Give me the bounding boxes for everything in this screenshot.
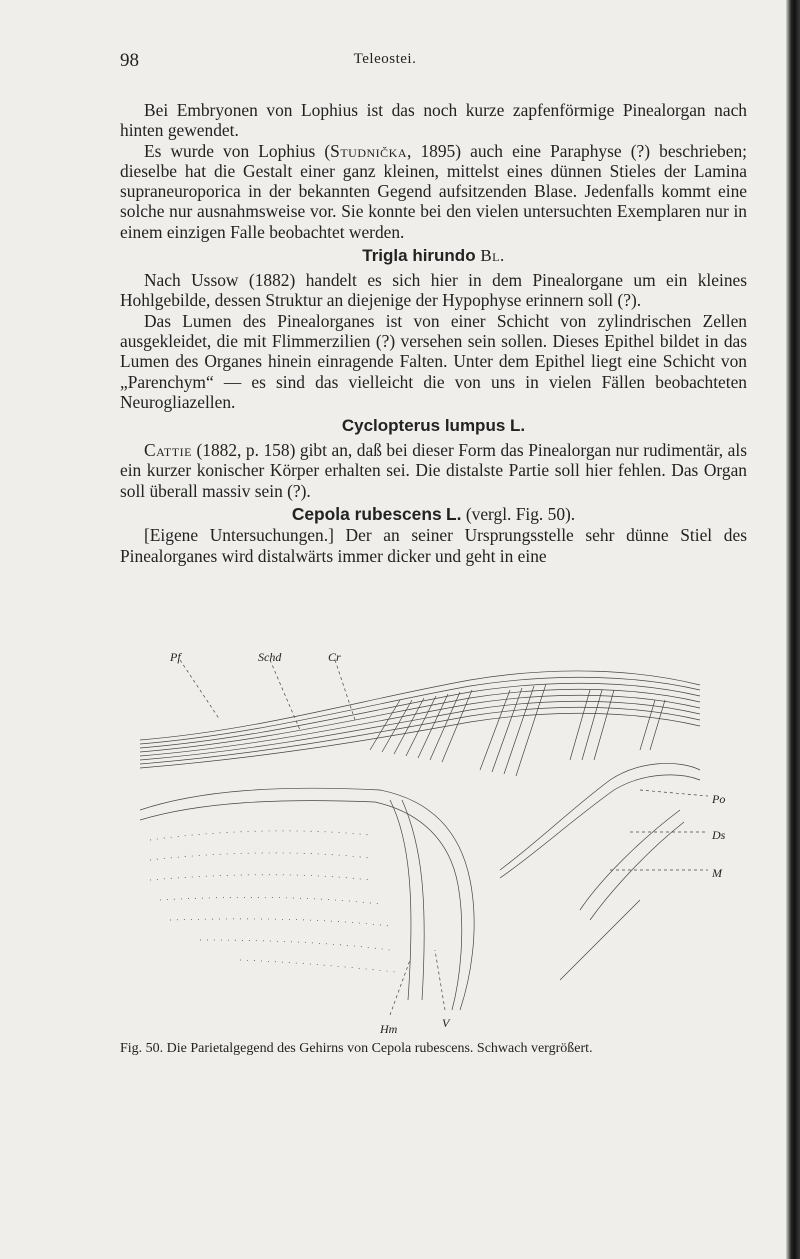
label-cr: Cr bbox=[328, 650, 341, 664]
parietal-region-illustration bbox=[140, 660, 740, 1020]
paragraph-text: (1882, p. 158) gibt an, daß bei dieser Form das Pinealorgan nur rudimentär, als ein kurzer konischer Körper erhalten sei. Die distalste Partie soll hier fehlen. Das Organ soll überall massiv sein (?). bbox=[120, 440, 747, 501]
paragraph-paraphyse bbox=[120, 141, 747, 242]
paragraph-eigene: [Eigene Untersuchungen.] Der an seiner Ursprungsstelle sehr dünne Stiel des Pinealorganes wird distalwärts immer dicker und geht in eine bbox=[120, 525, 747, 566]
page-number: 98 bbox=[120, 50, 139, 71]
figure-caption: Fig. 50. Die Parietalgegend des Gehirns von Cepola rubescens. Schwach vergrößert. bbox=[120, 1041, 593, 1056]
section-heading-cyclopterus bbox=[120, 414, 747, 438]
paragraph-text: Es wurde von Lophius ( bbox=[144, 140, 331, 161]
label-pf: Pf bbox=[170, 650, 181, 664]
figure-50 bbox=[140, 650, 740, 1036]
species-author: L. bbox=[446, 504, 462, 525]
paragraph-lophius-embryo: Bei Embryonen von Lophius ist das noch kurze zapfenförmige Pinealorgan nach hinten gewendet. bbox=[120, 100, 747, 141]
species-author: L. bbox=[510, 416, 526, 436]
species-author: Bl. bbox=[480, 246, 505, 266]
species-name: Cepola rubescens bbox=[291, 504, 442, 525]
leader-lines bbox=[180, 660, 708, 1015]
section-heading-trigla bbox=[120, 244, 747, 268]
running-head bbox=[120, 50, 650, 74]
paragraph-cattie bbox=[120, 440, 747, 501]
body-text bbox=[120, 100, 747, 566]
paragraph-lumen: Das Lumen des Pinealorganes ist von einer Schicht von zylindrischen Zellen ausgekleidet, die mit Flimmerzilien (?) versehen sein sollen. Dieses Epithel bildet in das Lumen des Organes hinein einragende Falten. Unter dem Epithel liegt eine Schicht von „Parenchym“ — es sind das vielleicht die von uns in vielen Fällen beobachteten Neurogliazellen. bbox=[120, 310, 747, 412]
cell-stippling bbox=[150, 831, 395, 972]
section-heading-cepola bbox=[120, 504, 747, 524]
figure-reference: (vergl. Fig. 50). bbox=[465, 504, 576, 525]
paragraph-ussow: Nach Ussow (1882) handelt es sich hier in dem Pinealorgane um ein kleines Hohlgebilde, dessen Struktur an diejenige der Hypophyse erinnern soll (?). bbox=[120, 270, 747, 311]
species-name: Trigla hirundo bbox=[362, 246, 476, 266]
species-name: Cyclopterus lumpus bbox=[341, 416, 506, 436]
label-ds: Ds bbox=[712, 828, 726, 842]
author-name: Cattie bbox=[144, 440, 192, 461]
running-title: Teleostei. bbox=[353, 51, 417, 67]
author-name: Studnička bbox=[330, 140, 407, 161]
label-v: V bbox=[442, 1016, 450, 1030]
label-po: Po bbox=[712, 792, 726, 806]
brain-outline bbox=[140, 788, 474, 1010]
paragraph-text: , 1895) auch eine Paraphyse (?) beschrieben; dieselbe hat die Gestalt einer ganz kleinen, mittelst eines dünnen Stieles der Lamina supraneuroporica in der bekannten Gegend aufsitzenden Blase. Jedenfalls kommt eine solche nur ausnahmsweise vor. Sie konnte bei den vielen untersuchten Exemplaren nur in einem einzigen Falle beobachtet werden. bbox=[120, 140, 747, 242]
pineal-stalk bbox=[500, 763, 700, 980]
page-binding-edge bbox=[786, 0, 800, 1259]
label-hm: Hm bbox=[380, 1022, 398, 1036]
label-m: M bbox=[712, 866, 722, 880]
label-schd: Schd bbox=[258, 650, 282, 664]
